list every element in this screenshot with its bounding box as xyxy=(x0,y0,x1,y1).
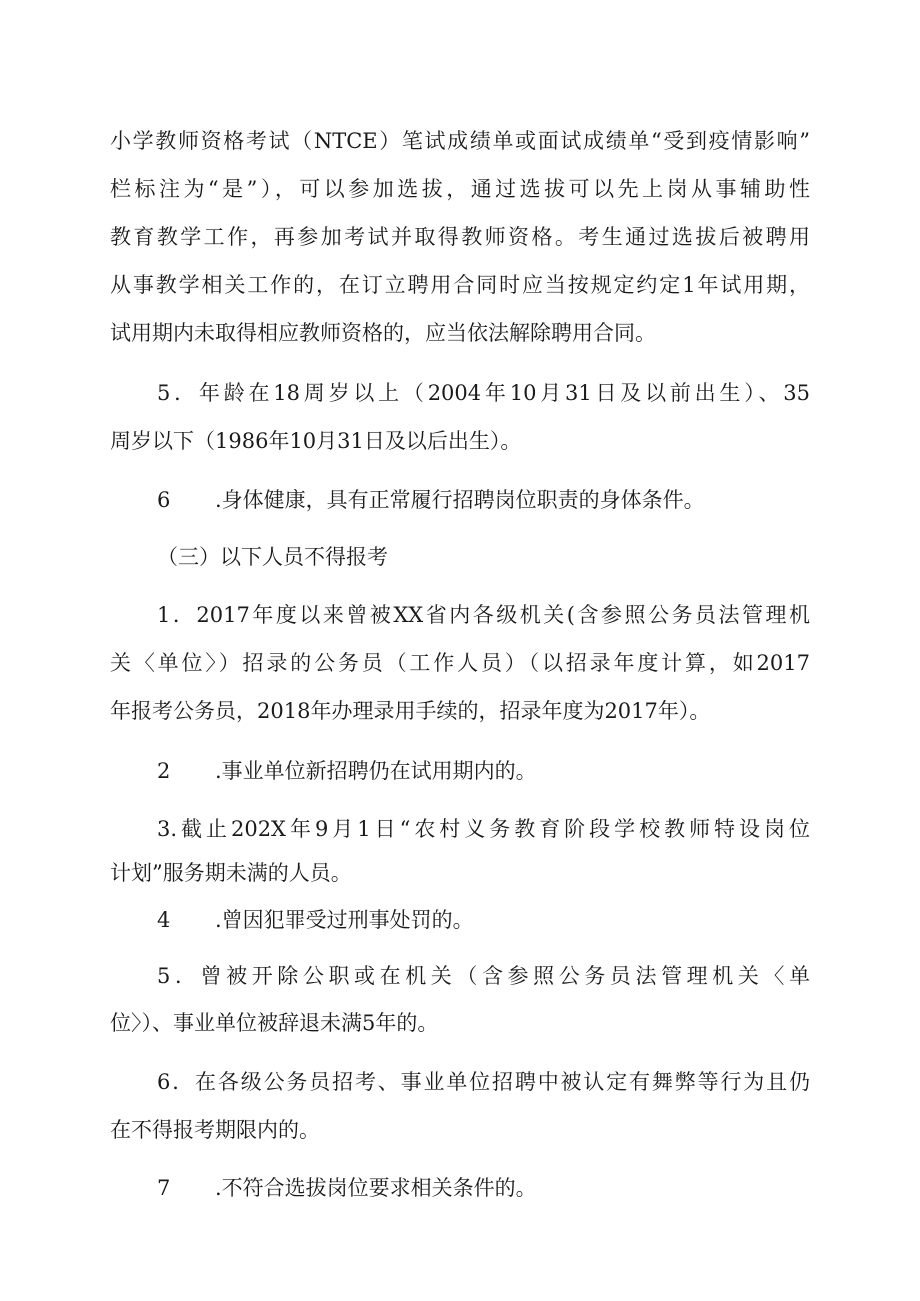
text-line: 周岁以下（1986年10月31日及以后出生）。 xyxy=(110,429,522,453)
text-line: 5．曾被开除公职或在机关（含参照公务员法管理机关〈单 xyxy=(157,964,810,988)
item-number: 2 xyxy=(157,759,171,783)
section-heading: （三）以下人员不得报考 xyxy=(157,545,388,569)
text-line: 3.截止202X年9月1日“农村义务教育阶段学校教师特设岗位 xyxy=(157,817,810,841)
text-line: 年报考公务员，2018年办理录用手续的，招录年度为2017年）。 xyxy=(110,699,711,723)
text-line: 6．在各级公务员招考、事业单位招聘中被认定有舞弊等行为且仍 xyxy=(157,1070,810,1094)
item-number: 4 xyxy=(157,908,171,932)
text-line: 试用期内未取得相应教师资格的，应当依法解除聘用合同。 xyxy=(110,321,656,345)
text-line: 从事教学相关工作的，在订立聘用合同时应当按规定约定1年试用期， xyxy=(110,273,810,297)
item-text: .事业单位新招聘仍在试用期内的。 xyxy=(215,759,537,783)
text-line: 关〈单位〉）招录的公务员（工作人员）（以招录年度计算，如2017 xyxy=(110,651,810,675)
text-line: 教育教学工作，再参加考试并取得教师资格。考生通过选拔后被聘用 xyxy=(110,225,810,249)
paragraph-health-requirement xyxy=(157,485,810,515)
item-number: 7 xyxy=(157,1176,171,1200)
text-line: 5．年龄在18周岁以上（2004年10月31日及以前出生）、35 xyxy=(157,381,810,405)
item-text: .不符合选拔岗位要求相关条件的。 xyxy=(215,1176,537,1200)
paragraph-exclusion-7 xyxy=(157,1173,810,1203)
item-text: .曾因犯罪受过刑事处罚的。 xyxy=(215,908,474,932)
item-number: 6 xyxy=(157,488,171,512)
text-line: 位〉）、事业单位被辞退未满5年的。 xyxy=(110,1011,439,1035)
text-line: 计划”服务期未满的人员。 xyxy=(110,861,352,885)
paragraph-exclusion-2 xyxy=(157,756,810,786)
text-line: 栏标注为“是”），可以参加选拔，通过选拔可以先上岗从事辅助性 xyxy=(110,177,810,201)
text-line: 小学教师资格考试（NTCE）笔试成绩单或面试成绩单“受到疫情影响” xyxy=(110,129,810,153)
item-text: .身体健康，具有正常履行招聘岗位职责的身体条件。 xyxy=(215,488,705,512)
paragraph-exclusion-4 xyxy=(157,905,810,935)
text-line: 1．2017年度以来曾被XX省内各级机关(含参照公务员法管理机 xyxy=(157,603,810,627)
text-line: 在不得报考期限内的。 xyxy=(110,1118,320,1142)
